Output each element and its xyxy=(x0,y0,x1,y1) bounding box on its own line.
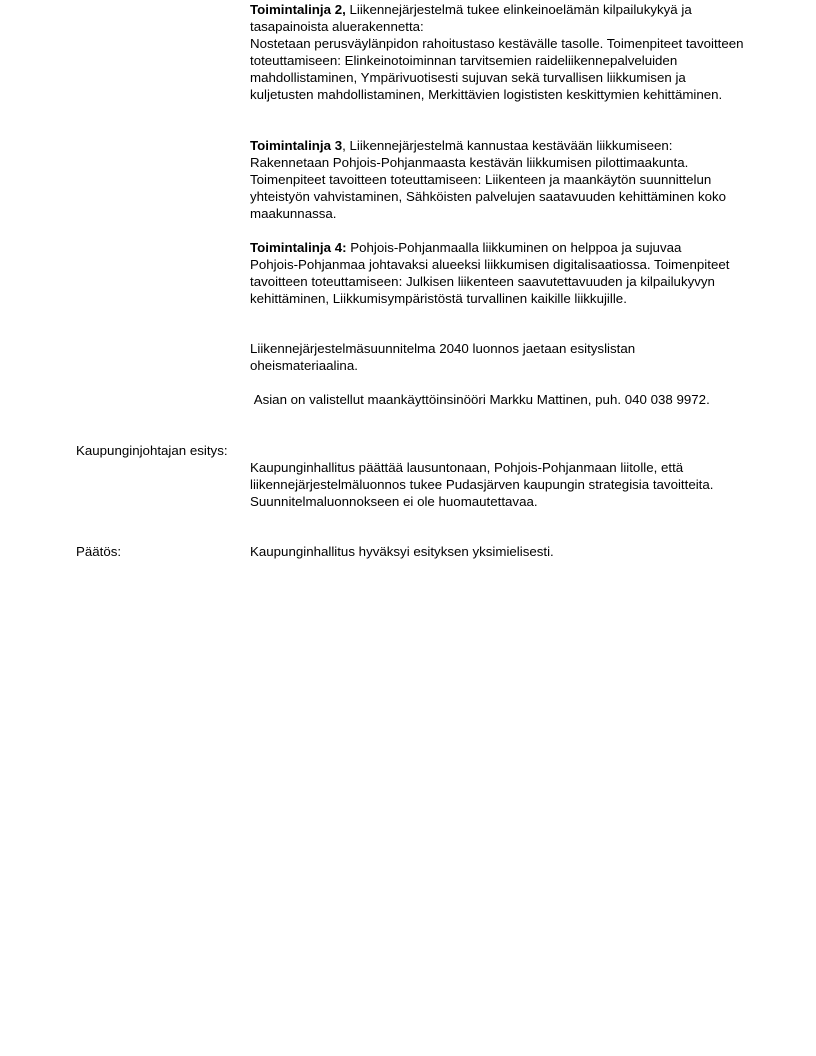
toimintalinja-3-intro xyxy=(250,137,745,154)
section-toimintalinja-4 xyxy=(250,239,745,307)
paatos-label: Päätös: xyxy=(76,544,122,559)
oheismateriaali-text: Liikennejärjestelmäsuunnitelma 2040 luonnos jaetaan esityslistan oheismateriaalina. xyxy=(250,341,636,373)
section-valmistelija xyxy=(250,391,745,408)
toimintalinja-4-heading: Toimintalinja 4: xyxy=(250,240,347,255)
toimintalinja-4-intro xyxy=(250,239,745,256)
toimintalinja-2-intro xyxy=(250,1,745,35)
section-oheismateriaali xyxy=(250,340,745,374)
toimintalinja-2-intro-text: Liikennejärjestelmä tukee elinkeinoelämän kilpailukykyä ja tasapainoista aluerakennetta: xyxy=(250,2,692,34)
toimintalinja-4-text: Pohjois-Pohjanmaa johtavaksi alueeksi liikkumisen digitalisaatiossa. Toimenpiteet tavoitteen toteuttamiseen: Julkisen liikenteen saavutettavuuden ja kilpailukyvyn kehittäminen, Liikkumisympäristöstä turvallinen kaikille liikkujille. xyxy=(250,257,730,306)
toimintalinja-2-text: Nostetaan perusväylänpidon rahoitustaso kestävälle tasolle. Toimenpiteet tavoitteen toteuttamiseen: Elinkeinotoiminnan tarvitsemien raideliikennepalveluiden mahdollistaminen, Ympärivuotisesti sujuvan sekä turvallisen liikkumisen ja kuljetusten mahdollistaminen, Merkittävien logististen keskittymien kehittäminen. xyxy=(250,36,744,102)
section-toimintalinja-2 xyxy=(250,1,745,103)
toimintalinja-4-intro-text: Pohjois-Pohjanmaalla liikkuminen on helppoa ja sujuvaa xyxy=(346,240,682,255)
toimintalinja-2-heading: Toimintalinja 2, xyxy=(250,2,346,17)
paatos-text: Kaupunginhallitus hyväksyi esityksen yksimielisesti. xyxy=(250,544,554,559)
esitys-label: Kaupunginjohtajan esitys: xyxy=(76,443,228,458)
toimintalinja-3-text: Rakennetaan Pohjois-Pohjanmaasta kestävän liikkumisen pilottimaakunta. Toimenpiteet tavoitteen toteuttamiseen: Liikenteen ja maankäytön suunnittelun yhteistyön vahvistaminen, Sähköisten palvelujen saatavuuden kehittäminen koko maakunnassa. xyxy=(250,155,727,221)
valmistelija-text: Asian on valistellut maankäyttöinsinööri Markku Mattinen, puh. 040 038 9972. xyxy=(250,392,710,407)
toimintalinja-3-intro-text: , Liikennejärjestelmä kannustaa kestävään liikkumiseen: xyxy=(342,138,673,153)
esitys-text: Kaupunginhallitus päättää lausuntonaan, Pohjois-Pohjanmaan liitolle, että liikennejärjestelmäluonnos tukee Pudasjärven kaupungin strategisia tavoitteita. Suunnitelmaluonnokseen ei ole huomautettavaa. xyxy=(250,460,714,509)
section-paatos xyxy=(250,543,745,560)
section-toimintalinja-3 xyxy=(250,137,745,222)
section-esitys xyxy=(250,459,745,510)
toimintalinja-3-heading: Toimintalinja 3 xyxy=(250,138,343,153)
